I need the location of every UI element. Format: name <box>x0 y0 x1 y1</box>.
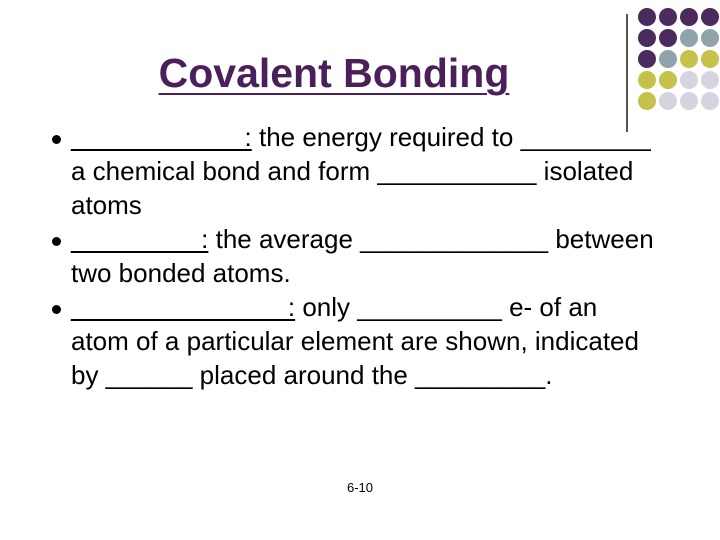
decorative-dot <box>701 50 719 68</box>
decorative-dot <box>680 29 698 47</box>
bullet-item <box>60 290 660 392</box>
bullet-item <box>60 120 660 222</box>
decorative-dot <box>701 92 719 110</box>
decorative-dot <box>680 71 698 89</box>
decorative-dot <box>680 92 698 110</box>
decorative-dot <box>701 8 719 26</box>
bullet-dot-icon <box>52 237 61 246</box>
bullet-dot-icon <box>52 305 61 314</box>
decorative-dot <box>680 50 698 68</box>
decorative-dot <box>680 8 698 26</box>
bullet-item <box>60 222 660 290</box>
bullet-list <box>60 120 660 392</box>
bullet-text: the average _____________ between two bonded atoms. <box>71 224 654 288</box>
slide-title: Covalent Bonding <box>158 50 510 96</box>
decorative-dot <box>701 71 719 89</box>
decorative-dot <box>659 8 677 26</box>
decorative-dot <box>638 8 656 26</box>
blank-term: _________: <box>71 224 209 254</box>
bullet-text: only __________ e- of an atom of a particular element are shown, indicated by ______ placed around the _________. <box>71 292 639 390</box>
decorative-dot <box>659 29 677 47</box>
decorative-dot <box>701 29 719 47</box>
blank-term: _______________: <box>71 292 296 322</box>
bullet-dot-icon <box>52 135 61 144</box>
bullet-text: the energy required to _________ a chemical bond and form ___________ isolated atoms <box>71 122 651 220</box>
blank-term: ____________: <box>71 122 252 152</box>
decorative-dot <box>638 29 656 47</box>
page-number: 6-10 <box>346 480 374 495</box>
